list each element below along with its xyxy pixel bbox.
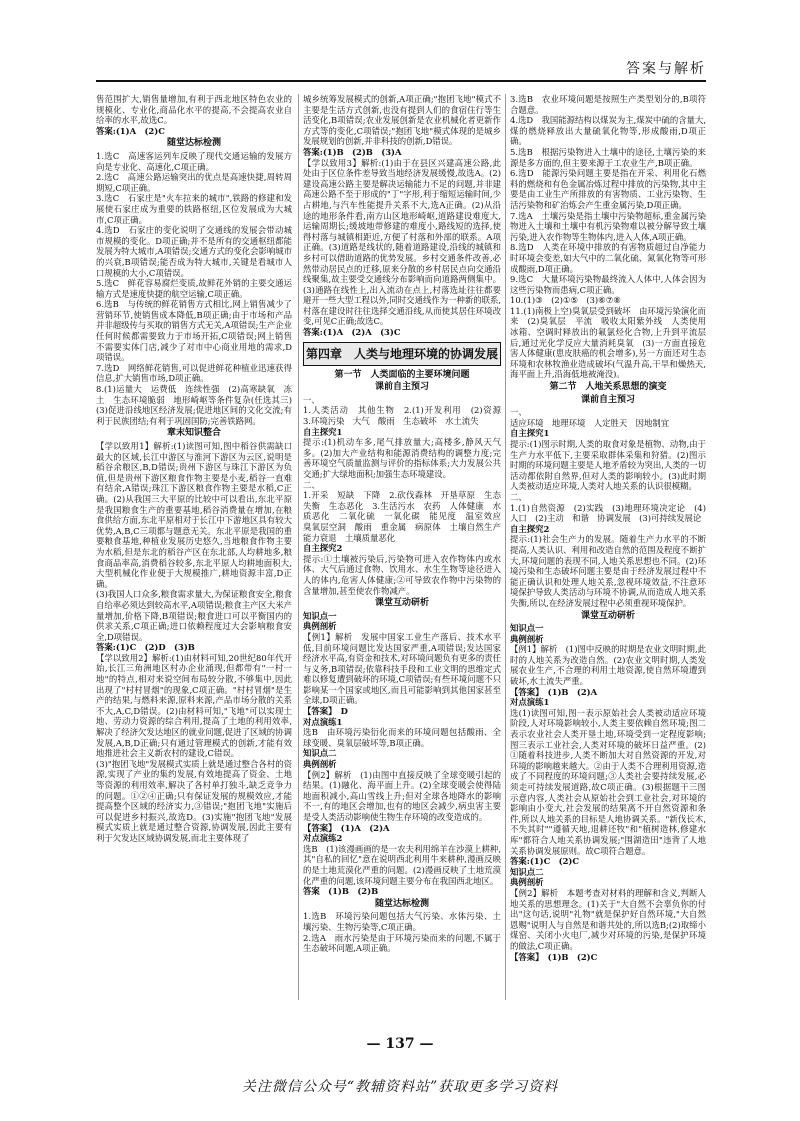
paragraph: 4.选D 我国能源结构以煤炭为主,煤炭中硫的含量大,煤的燃烧释放出大量硫氧化物等,形成酸雨,D项正确。 xyxy=(510,115,706,147)
column-divider xyxy=(298,94,299,1000)
paragraph: 【例1】解析 发展中国家工业生产落后、技术水平低,目前环境问题比发达国家严重,A项错误;发达国家经济水平高,有资金和技术,对环境问题负有更多的责任与义务,B项错误;依靠科技手段和工业文明的思维定式难以修复遭到破坏的环境,C项错误;有些环境问题不只影响某一个国家或地区,而且可能影响到其他国家甚至全球,D项正确。 xyxy=(303,631,501,706)
bold-line: 知识点二 xyxy=(510,866,544,877)
header-title: 答案与解析 xyxy=(626,61,706,77)
bold-line: 对点演练1 xyxy=(303,716,343,727)
section-heading: 第一节 人类面临的主要环境问题 xyxy=(334,369,470,380)
section-heading: 章末知识整合 xyxy=(166,428,221,439)
paragraph: 【学以致用1】解析:(1)读图可知,图中稻谷供需缺口最大的区域,长江中游区与淮河下游区为云区,说明是稻谷余粮区,B,D错误;贵州下游区与珠江下游区为负值,但是贵州下游区粮食作物主要是小麦,稻谷一直难有结余,A错误;珠江下游区粮食作物主要是水稻,C正确。(2)从我国三大平原的比较中可以看出,东北平原是我国粮食生产的重要基地,稻谷消费量在增加,在粮食供给方面,东北平原相对于长江中下游地区具有较大优势,A,B,C三项都与题意无关。东北平原是我国的重要粮食基地,种植业发展历史悠久,当地粮食作物主要为水稻,但是东北的稻谷产区在东北部,人均耕地多,粮食商品率高,消费稻谷较多,东北平原人均耕地面积大,大型机械化作业便于大规模推广,耕地资源丰富,D正确。 xyxy=(96,441,292,589)
paragraph: 9.选C 大量环境污染物最终流入人体中,人体会因为这些污染物而患病,C项正确。 xyxy=(510,274,706,295)
paragraph: 8.选D 人类在环境中排放的有害物质超过自净能力时环境会变差,如大气中的二氧化硫、氮氧化物等可形成酸雨,D项正确。 xyxy=(510,242,706,274)
bold-line: 对点演练1 xyxy=(510,697,550,708)
paragraph: 1.选B 环境污染问题包括大气污染、水体污染、土壤污染、生物污染等,C项正确。 xyxy=(303,911,501,932)
bold-line: 自主探究2 xyxy=(303,543,343,554)
section-heading: 随堂达标检测 xyxy=(166,138,221,149)
column-middle xyxy=(303,94,510,1004)
column-left xyxy=(96,94,301,1004)
paragraph: 选B 由环境污染衍化而来的环境问题包括酸雨、全球变暖、臭氧层破坏等,B项正确。 xyxy=(303,727,501,748)
paragraph: 8.(1)运量大 运费低 连续性强 (2)高寒缺氧 冻土 生态环境脆弱 地形崎岖等条件复杂(任选其三) (3)促进沿线地区经济发展;促进地区间的文化交流;有利于民族团结;有利于巩固国防;完善铁路网。 xyxy=(96,384,301,426)
paragraph: 5.选B 根据污染物进入土壤中的途径,土壤污染的来源是多方面的,但主要来源于工农业生产,B项正确。 xyxy=(510,146,706,168)
section-heading: 课堂互动研析 xyxy=(580,610,635,621)
paragraph: 提示:(1)图示时期,人类的取食对象是植物、动物,由于生产力水平低下,主要采取群体采集和狩猎。(2)图示时期的环境问题主要是人地矛盾较为突出,人类的一切活动都依附自然界,但对人类的影响较小。(3)此时期人类被动适应环境,人类对人地关系的认识很模糊。 xyxy=(510,439,706,492)
bold-line: 【答案】 D xyxy=(303,706,348,717)
paragraph: 1.(1)自然资源 (2)实践 (3)地理环境决定论 (4)人口 (2)主动 和谐 协调发展 (3)可持续发展论 xyxy=(510,502,706,524)
paragraph: 2.选A 雨水污染是由于环境污染而来的问题,不属于生态破坏问题,A项正确。 xyxy=(303,932,501,954)
paragraph: 选(1)读图可知,图一表示原始社会人类被动适应环境阶段,人对环境影响较小,人类主要依赖自然环境;图二表示农业社会人类开垦土地,环境受到一定程度影响;图三表示工业社会,人类对环境的破坏日益严重。(2)①随着科技进步,人类不断加大对自然资源的开发,对环境的影响越来越大。②由于人类不合理利用资源,造成了不同程度的环境问题;③人类社会要持续发展,必须走可持续发展道路,故C项正确。(3)根据题干三图示意内容,人类社会从原始社会到工业社会,对环境的影响由小变大,社会发展的结果离不开自然资源和条件,所以人地关系的目标是人地协调关系。"新伐长木,不失其时""遵循天地,退耕还牧"和"植树造林,修建水库"都符合人地关系协调发展;"围湖造田"违背了人地关系协调发展原则。故C项符合题意。 xyxy=(510,707,706,856)
section-heading: 课前自主预习 xyxy=(374,382,429,393)
paragraph: 6.选D 能源污染问题主要是指在开采、利用化石燃料的燃烧和有色金属冶炼过程中排放的污染物,其中主要是由工业生产所排放的有害物质、工业污染物、生活污染物和矿治炼会产生重金属污染,D项正确。 xyxy=(510,168,706,210)
paragraph: (3)我国人口众多,粮食需求量大,为保证粮食安全,粮食自给率必须达到较高水平,A项错误;粮食主产区大米产量增加,价格下降,B项错误;粮食进口可以平衡国内的供求关系,C项正确;进口依赖程度过大会影响粮食安全,D项错误。 xyxy=(96,589,292,642)
section-heading: 课堂互动研析 xyxy=(374,598,429,609)
section-heading: 第二节 人地关系思想的演变 xyxy=(549,382,667,393)
paragraph: 【例2】解析 本题考查对材料的理解和含义,判断人地关系的思想理念。(1)关于"大自然不会辜负你的付出"这句话,说明"礼物"就是保护好自然环境,"大自然恩赐"说明人与自然是和谐共处的,所以选B;(2)取缔小煤窑、关闭小火电厂,减少对环境的污染,是保护环境的做法,C项正确。 xyxy=(510,887,706,951)
bold-line: 【答案】 (1)B (2)A xyxy=(510,686,598,697)
paragraph: 一、 xyxy=(510,407,527,418)
bold-line: 答案 (1)B (2)B xyxy=(303,886,379,897)
paragraph: 二、 xyxy=(303,479,320,490)
bold-line: 知识点二 xyxy=(303,748,337,759)
chapter-banner: 第四章 人类与地理环境的协调发展 xyxy=(303,342,501,366)
paragraph: 4.选D 石家庄的变化说明了交通线的发展会带动城市规模的变化。D项正确;并不是所有的交通枢纽都能发展为特大城市,A项错误;交通方式的变化会影响城市的兴衰,B项错误;能否成为特大城市,关键是看城市人口规模的大小,C项错误。 xyxy=(96,225,292,278)
bold-line: 自主探究1 xyxy=(303,426,343,437)
paragraph: 1.人类活动 其他生物 2.(1)开发利用 (2)资源 3.环境污染 大气 酸雨 生态破坏 水土流失 xyxy=(303,405,510,427)
page-header xyxy=(96,54,706,84)
column-right xyxy=(510,94,706,1004)
section-heading: 课前自主预习 xyxy=(580,394,635,405)
bold-line: 答案:(1)C (2)D (3)B xyxy=(96,642,195,653)
bold-line: 知识点一 xyxy=(303,610,337,621)
bold-line: 答案:(1)A (2)C xyxy=(96,125,165,136)
header-rule xyxy=(96,80,706,82)
bold-line: 知识点一 xyxy=(510,623,544,634)
paragraph: 适应环境 地理环境 人定胜天 因地制宜 xyxy=(510,417,670,428)
bold-line: 对点演练2 xyxy=(303,833,343,844)
paragraph: 【例2】解析 (1)由图中直接反映了全球变暖引起的结果。(1)融化、海平面上升。(2)全球变暖会使得陆地面积减小,高山雪线上升;但对全球各地降水的影响不一,有的地区会增加,也有的地区会减少,病虫害主要是受人类活动影响使生物生存环境的改变造成的。 xyxy=(303,769,501,822)
paragraph: 1.开采 短缺 下降 2.砍伐森林 开垦草原 生态失衡 生态恶化 3.生活污水 农药 人体健康 水质恶化 二氧化硫 一氧化碳 能见度 温室效应 臭氧层空洞 酸雨 重金属 病原体 土壤自然生产能力衰退 土壤质量恶化 xyxy=(303,490,510,543)
bold-line: 典例剖析 xyxy=(303,759,337,770)
paragraph: 3.选C 石家庄是"火车拉来的城市",铁路的修建和发展使石家庄成为重要的铁路枢纽,区位发展成为大城市,C项正确。 xyxy=(96,193,292,225)
footer-note: 关注微信公众号“教辅资料站”获取更多学习资料 xyxy=(241,1079,559,1095)
paragraph: 售范围扩大,销售量增加,有利于西北地区特色农业的规模化、专业化,商品化水平的提高,不会提高农业自给率的水平,故选C。 xyxy=(96,94,292,126)
section-heading: 随堂达标检测 xyxy=(374,898,429,909)
paragraph: 提示:(1)社会生产力的发展。随着生产力水平的不断提高,人类认识、利用和改造自然的范围及程度不断扩大,环境问题的表现不同,人地关系思想也不同。(2)环境污染和生态破坏问题主要是由于经济发展过程中不能正确认识和处理人地关系,忽视环境效益,不注意环境保护导致人类活动与环境不协调,从而造成人地关系失衡,所以,在经济发展过程中必须重视环境保护。 xyxy=(510,534,706,608)
paragraph: (3)"抱团飞地"发展模式实质上就是通过整合各村的资源,实现了产业的集约发展,有效地提高了资金、土地等资源的利用效率,解决了各村单打独斗,缺乏竞争力的问题。①②④正确;只有保证发展的规模效应,才能提高整个区域的经济实力,③错误;"抱团飞地"实施后可以促进乡村振兴,故选D。(3)实施"抱团飞地"发展模式实质上就是通过整合资源,协调发展,因此主要有利于欠发达区域协调发展,而北主要体现了 xyxy=(96,758,292,843)
paragraph: 选B (1)该漫画画的是一农夫利用绵羊在沙漠上耕种,其"自私的回忆"意在说明西北利用牛来耕种,漫画反映的是土地荒漠化严重的问题。(2)漫画反映了土地荒漠化严重的问题,该环境问题主要分布在我国西北地区。 xyxy=(303,843,501,886)
bold-line: 自主探究1 xyxy=(510,428,550,439)
paragraph: 二、 xyxy=(510,491,527,502)
bold-line: 典例剖析 xyxy=(510,877,544,888)
paragraph: 11.(1)南极上空)臭氧层受到破坏 由环境污染演化而来 (2)臭氧层 平流 吸收太阳紫外线 人类使用冰箱、空调时释放出的氟氯烃化合物,上升到平流层后,通过光化学反应大量消耗臭氧 (3)一方面直接危害人体健康(患皮肤癌的机会增多),另一方面还对生态环境和农林牧渔业造成破坏(气温升高,干旱和燥热天,海平面上升,沿海低地被淹没)。 xyxy=(510,305,706,380)
bold-line: 答案:(1)C (2)C xyxy=(510,856,580,867)
paragraph: 【例1】解析 (1)图中反映的时期是农业文明时期,此时的人地关系为改造自然。(2)农业文明时期,人类发展农业生产,不合理的利用土地资源,使自然环境遭到破坏,水土流失严重。 xyxy=(510,644,706,687)
bold-line: 【答案】 (1)A (2)A xyxy=(303,822,390,833)
paragraph: 1.选C 高速客运列车反映了现代交通运输的发展方向是专业化、高速化,C项正确。 xyxy=(96,150,292,172)
paragraph: 3.选B 农业环境问题是按照生产类型划分的,B项符合题意。 xyxy=(510,94,706,115)
page-number: — 137 — xyxy=(366,1036,434,1052)
paragraph: 提示:(1)机动车多,尾气排放量大;高楼多,静风天气多。(2)加大产业结构和能源消费结构的调整力度;完善环境空气质量监测与评价的指标体系;大力发展公共交通;扩大绿地面积;加强生态环境建设。 xyxy=(303,437,501,479)
bold-line: 【答案】 (1)B (2)C xyxy=(510,951,598,962)
bold-line: 自主探究2 xyxy=(510,523,550,534)
paragraph: 一、 xyxy=(303,394,320,405)
paragraph: 【学以致用3】解析:(1)由于在县区兴建高速公路,此处由于区位条件差导致当地经济发展缓慢,故选A。(2)建设高速公路主要是解决运输能力不足的问题,并非建高速公路不至于形成的"丁"字形,利于缩短运输时间,少占耕地,与汽车性能提升关系不大,选A正确。(2)从沿途的地形条件看,南方山区地形崎岖,道路建设难度大,运输周期长;缓坡地带修建的难度小,路线短的选择,使得村落与城镇相距近,方便了村落和外部的联系。A项正确。(3)道路是线状的,随着道路建设,沿线的城镇和乡村可以借助道路的优势发展。乡村交通条件改善,必然带动居民点的迁移,原来分散的乡村居民点向交通沿线聚集,故主要受交通线分布影响而向道路两侧集中。(3)通路在线性上,出入流动在点上,村落选址往往都要避开一些大型工程以外,同时交通线作为一种新的联系,村落在建设时往往选择交通沿线,从而使其居住环境改变,可见C正确;故选C。 xyxy=(303,157,501,327)
paragraph: 6.选B 与传统的鲜花销售方式相比,网上销售减少了营销环节,使销售成本降低,B项正确;由于市场和产品并非超级传与买取的销售方式无关,A项错误;生产企业任何时候都需要致力于市场开拓,C项错误;网上销售不需要实体门店,减少了对市中心商业用地的需求,D项错误。 xyxy=(96,299,292,363)
paragraph: 提示:①土壤被污染后,污染物可进入农作物体内或水体、大气后通过食物、饮用水、水生生物等途径进入人的体内,危害人体健康;②可导致农作物中污染物的含量增加,甚至使农作物减产。 xyxy=(303,553,501,596)
paragraph: 10.(1)③ (2)①⑤ (3)⑥⑦⑧ xyxy=(510,295,621,306)
paragraph: 城乡统筹发展模式的创新,A项正确;"抱团飞地"模式不主要是生活方式创新,也没有提到人们的食宿住行等生活变化,B项错误;农业发展创新是农业机械化者更新作方式等的变化,C项错误;"抱团飞地"模式体现的是城乡发展规划的创新,并非科技的创新,D错误。 xyxy=(303,94,501,147)
paragraph: 5.选C 鲜花容易腐烂变质,故鲜花外销的主要交通运输方式是速度快捷的航空运输,C项正确。 xyxy=(96,278,292,299)
paragraph: 7.选A 土壤污染是指土壤中污染物超标,重金属污染物进入土壤和土壤中有机污染物难以被分解导致土壤污染,进入农作物等生物体内,进入人体,A项正确。 xyxy=(510,210,706,242)
bold-line: 典例剖析 xyxy=(510,633,544,644)
bold-line: 典例剖析 xyxy=(303,621,337,632)
column-divider xyxy=(505,94,506,1000)
paragraph: 7.选D 网络鲜花销售,可以促进鲜花种植业迅速获得信息,扩大销售市场,D项正确。 xyxy=(96,362,292,384)
bold-line: 答案:(1)A (2)A (3)C xyxy=(303,327,401,338)
bold-line: 答案:(1)B (2)B (3)A xyxy=(303,146,402,157)
paragraph: 2.选C 高速公路运输突出的优点是高速快捷,周转周期短,C项正确。 xyxy=(96,172,292,193)
paragraph: 【学以致用2】解析:(1)由材料可知,20世纪80年代开始,长江三角洲地区村办企业涌现,但都带有"一村一地"的特点,相对来说空间布局较分散,不够集中,因此出现了"村村冒烟"的现象,C项正确。"村村冒烟"是生产的结果,与燃料来源,原料来源,产品市场分散的关系不大,A,C,D错误。(2)由材料可知,"飞地"可以实现土地、劳动力资源的综合利用,提高了土地的利用效率,解决了经济欠发达地区的就业问题,促进了区域的协调发展,A,B,D正确;只有通过管理模式的创新,才能有效地推进社会主义新农村的建设,C错误。 xyxy=(96,652,292,759)
